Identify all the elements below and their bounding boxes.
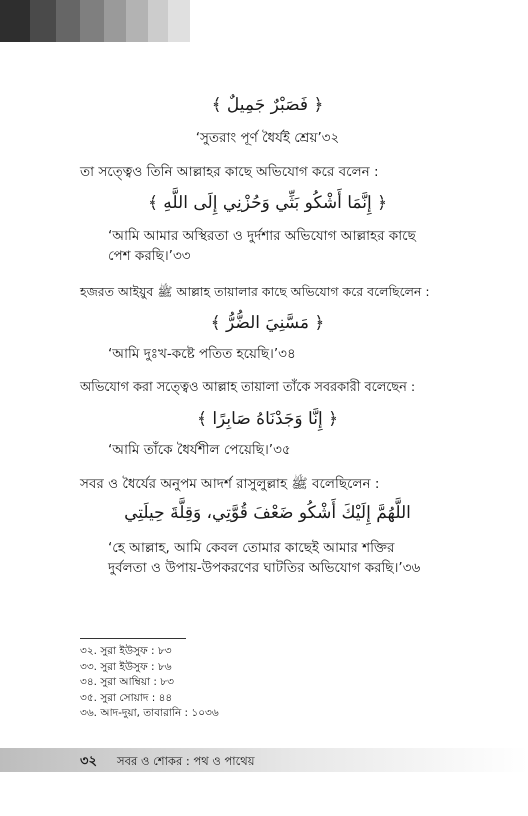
header-bar-segment [168,0,190,42]
arabic-verse: ﴿ إِنَّمَا أَشْكُو بَثِّي وَحُزْنِي إِلَى اللَّهِ ﴾ [147,193,388,213]
arabic-verse: ﴿ مَسَّنِيَ الضُّرُّ ﴾ [210,313,325,333]
footnote: ৩২. সুরা ইউসুফ : ৮৩ [80,645,172,657]
running-title: সবর ও শোকর : পথ ও পাথেয় [117,754,255,768]
footnote: ৩৫. সুরা সোয়াদ : ৪৪ [80,691,173,704]
translation: পেশ করছি।’৩৩ [108,248,191,264]
translation: দুর্বলতা ও উপায়-উপকরণের ঘাটতির অভিযোগ করছি।’৩৬ [108,560,421,576]
footnote: ৩৬. আদ-দুয়া, তাবারানি : ১০৩৬ [80,707,219,719]
paragraph: হজরত আইয়ুব ﷺ আল্লাহ তায়ালার কাছে অভিযোগ করে বলেছিলেন : [80,284,430,299]
header-gradient-bar [0,0,190,42]
translation: ‘আমি আমার অস্থিরতা ও দুর্দশার অভিযোগ আল্লাহর কাছে [108,228,416,244]
header-bar-segment [104,0,126,42]
arabic-verse: ﴿ إِنَّا وَجَدْنَاهُ صَابِرًا ﴾ [196,409,339,429]
footnote: ৩৪. সুরা আম্বিয়া : ৮৩ [80,676,174,688]
page-body [80,92,455,578]
header-bar-segment [56,0,80,42]
header-bar-segment [80,0,104,42]
translation: ‘আমি দুঃখ-কষ্টে পতিত হয়েছি।’৩৪ [108,346,296,362]
arabic-prayer: اللَّهُمَّ إِلَيْكَ أَشْكُو ضَعْفَ قُوَّتِي، وَقِلَّةَ حِيلَتِي [124,503,411,523]
footnote-divider [80,638,186,639]
page-number: ৩২ [80,754,97,769]
header-bar-segment [30,0,56,42]
footnotes [80,644,380,722]
header-bar-segment [148,0,168,42]
translation: ‘সুতরাং পূর্ণ ধৈর্যই শ্রেয়’৩২ [195,130,340,146]
translation: ‘আমি তাঁকে ধৈর্যশীল পেয়েছি।’৩৫ [108,442,291,458]
paragraph: অভিযোগ করা সত্ত্বেও আল্লাহ তায়ালা তাঁকে সবরকারী বলেছেন : [80,380,416,395]
header-bar-segment [0,0,30,42]
arabic-verse: ﴿ فَصَبْرٌ جَمِيلٌ ﴾ [211,95,324,115]
footnote: ৩৩. সুরা ইউসুফ : ৮৬ [80,660,172,673]
translation: ‘হে আল্লাহ, আমি কেবল তোমার কাছেই আমার শক্তির [108,540,395,556]
paragraph: তা সত্ত্বেও তিনি আল্লাহর কাছে অভিযোগ করে বলেন : [80,164,379,180]
paragraph: সবর ও ধৈর্যের অনুপম আদর্শ রাসুলুল্লাহ ﷺ বলেছিলেন : [80,476,380,492]
header-bar-segment [126,0,148,42]
